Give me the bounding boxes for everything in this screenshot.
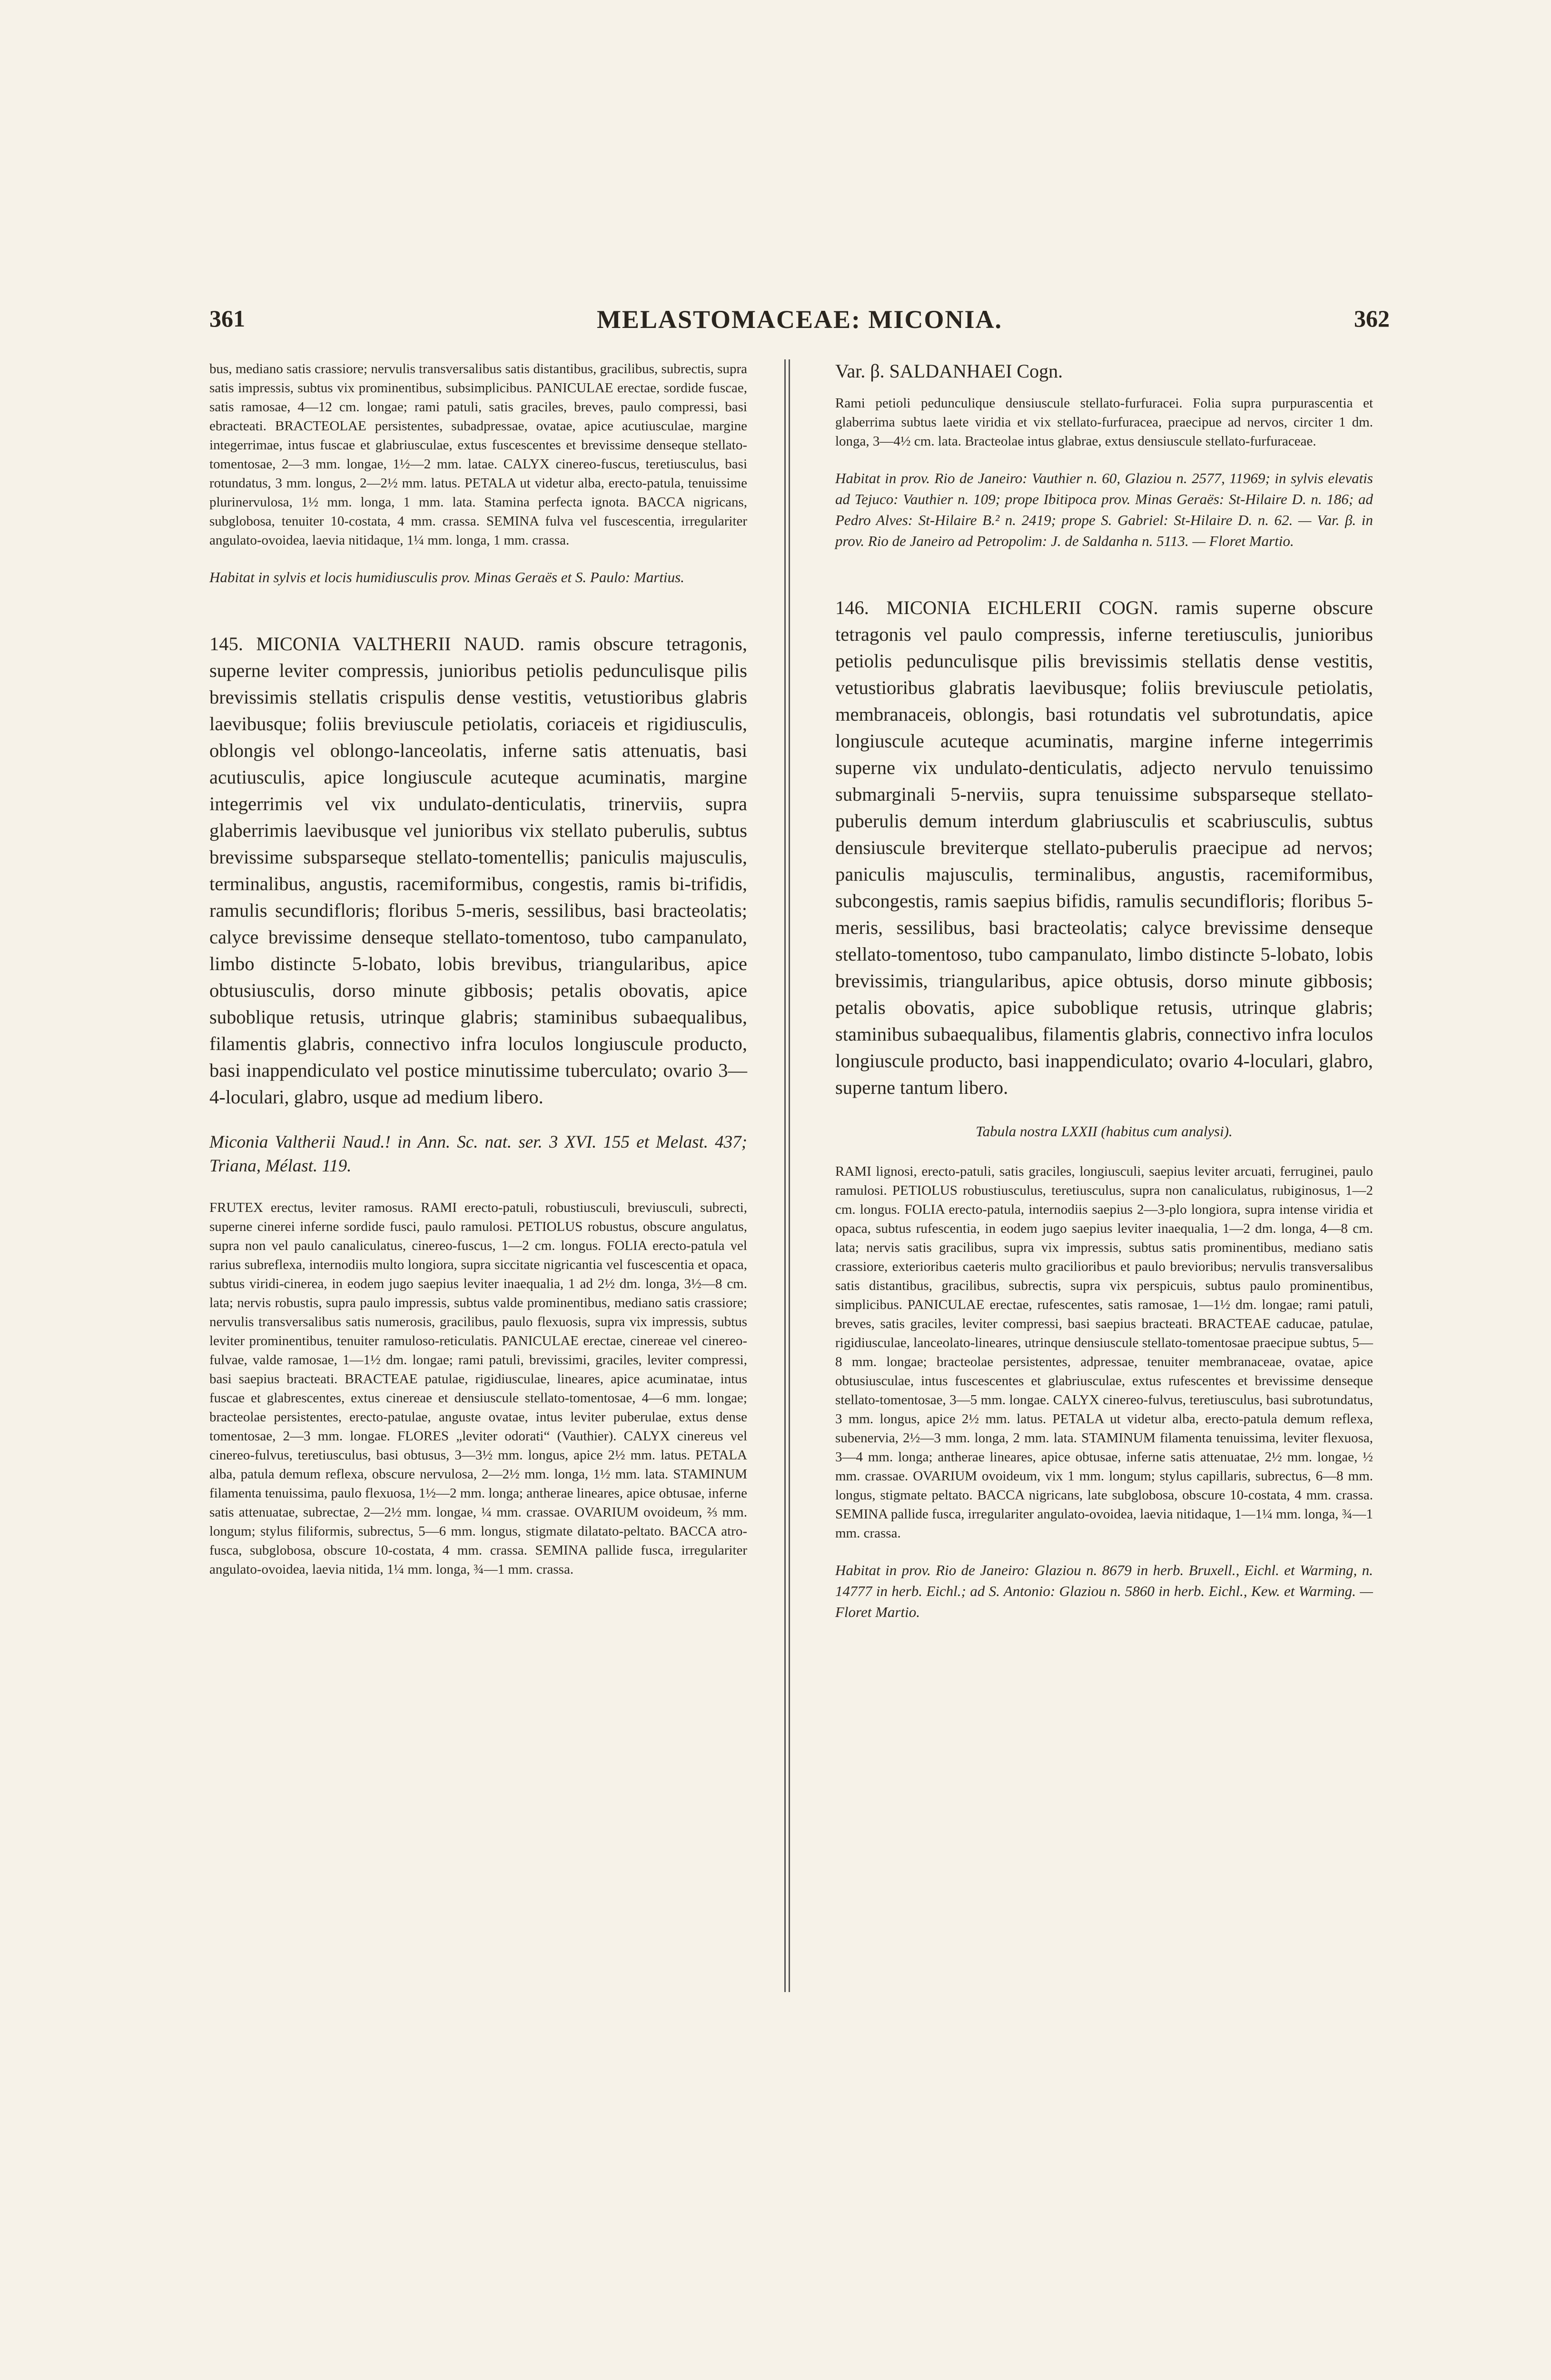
continued-description: bus, mediano satis crassiore; nervulis transversalibus satis distantibus, gracilibus, subrectis, supra satis impressis, subtus vix prominentibus, subsimplicibus. PANICULAE erectae, sordide fuscae, satis ramosae, 4—12 cm. longae; rami patuli, satis graciles, breves, paulo compressi, basi ebracteati. BRACTEOLAE persistentes, subadpressae, ovatae, apice acutiusculae, margine integerrimae, intus fuscae et glabriusculae, extus fuscescentes et brevissime denseque stellato-tomentosae, 2—3 mm. longae, 1½—2 mm. latae. CALYX cinereo-fuscus, teretiusculus, basi rotundatus, 3 mm. longus, 2—2½ mm. latus. PETALA ut videtur alba, erecto-patula, tenuissime plurinervulosa, 1½ mm. longa, 1 mm. lata. Stamina perfecta ignota. BACCA nigricans, subglobosa, tenuiter 10-costata, 4 mm. crassa. SEMINA fulva vel fuscescentia, irregulariter angulato-ovoidea, laevia nitidaque, 1¼ mm. longa, 1 mm. crassa.: [209, 361, 747, 548]
page-number-right: 362: [1354, 305, 1390, 332]
right-column: [835, 359, 1373, 1623]
species-145-diagnosis: ramis obscure tetragonis, superne leviter compressis, junioribus petiolis pedunculisque pilis brevissimis stellatis crispulis dense vestitis, vetustioribus glabris laevibusque; foliis breviuscule petiolatis, coriaceis et rigidiusculis, oblongis vel oblongo-lanceolatis, inferne satis attenuatis, basi acutiusculis, apice longiuscule acuteque acuminatis, margine integerrimis vel vix undulato-denticulatis, trinerviis, supra glaberrimis laevibusque vel junioribus vix stellato puberulis, subtus brevissime subsparseque stellato-tomentellis; paniculis majusculis, terminalibus, angustis, racemiformibus, congestis, ramis bi-trifidis, ramulis secundifloris; floribus 5-meris, sessilibus, basi bracteolatis; calyce brevissime denseque stellato-tomentoso, tubo campanulato, limbo distincte 5-lobato, lobis brevibus, triangularibus, apice obtusiusculis, dorso minute gibbosis; petalis obovatis, apice suboblique retusis, utrinque glabris; staminibus subaequalibus, filamentis glabris, connectivo infra loculos longiuscule producto, basi inappendiculato vel postice minutissime tuberculato; ovario 3—4-loculari, glabro, usque ad medium libero.: [209, 633, 748, 1108]
species-146-habitat: Habitat in prov. Rio de Janeiro: Glaziou n. 8679 in herb. Bruxell., Eichl. et Warming, n. 14777 in herb. Eichl.; ad S. Antonio: Glaziou n. 5860 in herb. Eichl., Kew. et Warming. — Floret Martio.: [835, 1562, 1373, 1620]
species-145-description: FRUTEX erectus, leviter ramosus. RAMI erecto-patuli, robustiusculi, breviusculi, subrecti, superne cinerei inferne sordide fusci, paulo ramulosi. PETIOLUS robustus, obscure angulatus, supra non vel paulo canaliculatus, cinereo-fuscus, 1—2 cm. longus. FOLIA erecto-patula vel rarius subreflexa, internodiis multo longiora, supra siccitate nigricantia vel fuscescentia et opaca, subtus viridi-cinerea, in eodem jugo saepius leviter inaequalia, 1 ad 2½ dm. longa, 3½—8 cm. lata; nervis robustis, supra paulo impressis, subtus valde prominentibus, mediano satis crassiore; nervulis transversalibus satis numerosis, gracilibus, paulo flexuosis, supra vix impressis, subtus leviter prominentibus, tenuiter ramuloso-reticulatis. PANICULAE erectae, cinereae vel cinereo-fulvae, valde ramosae, 1—1½ dm. longae; rami patuli, brevissimi, graciles, leviter compressi, basi saepius bracteati. BRACTEAE patulae, rigidiusculae, lineares, apice acuminatae, intus fuscae et glabrescentes, extus cinereae et densiuscule stellato-tomentosae, 4—6 mm. longae; bracteolae persistentes, erecto-patulae, anguste ovatae, intus leviter puberulae, extus dense tomentosae, 2—3 mm. longae. FLORES „leviter odorati“ (Vauthier). CALYX cinereus vel cinereo-fulvus, teretiusculus, basi obtusus, 3—3½ mm. longus, apice 2½ mm. latus. PETALA alba, patula demum reflexa, obscure nervulosa, 2—2½ mm. longa, 1½ mm. lata. STAMINUM filamenta tenuissima, paulo flexuosa, 1½—2 mm. longa; antherae lineares, apice obtusae, inferne satis attenuatae, subrectae, 2—2½ mm. longae, ¼ mm. crassae. OVARIUM ovoideum, ⅔ mm. longum; stylus filiformis, subrectus, 5—6 mm. longus, stigmate dilatato-peltato. BACCA atro-fusca, subglobosa, obscure 10-costata, 4 mm. crassa. SEMINA pallide fusca, irregulariter angulato-ovoidea, laevia nitida, 1¼ mm. longa, ¾—1 mm. crassa.: [209, 1200, 747, 1577]
variety-description: Rami petioli pedunculique densiuscule stellato-furfuracei. Folia supra purpurascentia et glaberrima subtus laete viridia et vix stellato-furfuracea, praecipue ad nervos, circiter 1 dm. longa, 3—4½ cm. lata. Bracteolae intus glabrae, extus densiuscule stellato-furfuraceae.: [835, 396, 1373, 449]
page-number-left: 361: [209, 305, 245, 332]
species-146-description: RAMI lignosi, erecto-patuli, satis graciles, longiusculi, saepius leviter arcuati, ferruginei, paulo ramulosi. PETIOLUS robustiusculus, teretiusculus, supra non canaliculatus, rubiginosus, 1—2 cm. longus. FOLIA erecto-patula, internodiis saepius 2—3-plo longiora, supra intense viridia et opaca, subtus rufescentia, in eodem jugo saepius leviter inaequalia, 1—2 dm. longa, 4—8 cm. lata; nervis satis gracilibus, supra vix impressis, subtus satis prominentibus, mediano satis crassiore, exterioribus caeteris multo gracilioribus et paulo brevioribus; nervulis transversalibus satis distantibus, gracilibus, subrectis, supra vix perspicuis, subtus paulo prominentibus, simplicibus. PANICULAE erectae, rufescentes, satis ramosae, 1—1½ dm. longae; rami patuli, breves, satis graciles, leviter compressi, basi saepius bracteati. BRACTEAE caducae, patulae, rigidiusculae, lanceolato-lineares, utrinque densiuscule stellato-tomentosae praecipue subtus, 5—8 mm. longae; bracteolae persistentes, adpressae, tenuiter membranaceae, ovatae, apice obtusiusculae, intus fuscescentes et glabriusculae, extus rufescentes et brevissime denseque stellato-tomentosae, 3—5 mm. longae. CALYX cinereo-fulvus, teretiusculus, basi subrotundatus, 3 mm. longus, apice 2½ mm. latus. PETALA ut videtur alba, erecto-patula demum reflexa, subenervia, 2½—3 mm. longa, 2 mm. lata. STAMINUM filamenta tenuissima, leviter flexuosa, 3—4 mm. longa; antherae lineares, apice obtusae, inferne satis attenuatae, 2½ mm. longae, ½ mm. crassae. OVARIUM ovoideum, vix 1 mm. longum; stylus capillaris, subrectus, 6—8 mm. longus, stigmate peltato. BACCA nigricans, late subglobosa, obscure 10-costata, 4 mm. crassa. SEMINA pallide fusca, irregulariter angulato-ovoidea, laevia nitidaque, 1—1¼ mm. longa, ¾—1 mm. crassa.: [835, 1164, 1373, 1541]
species-145-heading: 145. MICONIA VALTHERII NAUD.: [209, 633, 525, 654]
column-divider: [784, 359, 786, 1992]
variety-habitat: Habitat in prov. Rio de Janeiro: Vauthier n. 60, Glaziou n. 2577, 11969; in sylvis elevatis ad Tejuco: Vauthier n. 109; prope Ibitipoca prov. Minas Geraës: St-Hilaire D. n. 186; ad Pedro Alves: St-Hilaire B.² n. 2419; prope S. Gabriel: St-Hilaire D. n. 62. — Var. β. in prov. Rio de Janeiro ad Petropolim: J. de Saldanha n. 5113. — Floret Martio.: [835, 470, 1373, 549]
species-146-paragraph: [835, 595, 1373, 1101]
species-145-paragraph: [209, 631, 747, 1111]
species-146-diagnosis: ramis superne obscure tetragonis vel paulo compressis, inferne teretiusculis, junioribus petiolis pedunculisque pilis brevissimis stellatis dense vestitis, vetustioribus glabratis laevibusque; foliis breviuscule petiolatis, membranaceis, oblongis, basi rotundatis vel subrotundatis, apice longiuscule acuteque acuminatis, margine inferne integerrimis superne vix undulato-denticulatis, adjecto nervulo tenuissimo submarginali 5-nerviis, supra tenuissime subsparseque stellato-puberulis demum interdum glabriusculis et scabriusculis, subtus densiuscule breviterque stellato-puberulis praecipue ad nervos; paniculis majusculis, terminalibus, angustis, racemiformibus, subcongestis, ramis saepius bifidis, ramulis secundifloris; floribus 5-meris, sessilibus, basi bracteolatis; calyce brevissime denseque stellato-tomentoso, tubo campanulato, limbo distincte 5-lobato, lobis brevissimis, triangularibus, apice obtusis, dorso minute gibbosis; petalis obovatis, apice suboblique retusis, utrinque glabris; staminibus subaequalibus, filamentis glabris, connectivo infra loculos longiuscule producto, basi inappendiculato; ovario 4-loculari, glabro, superne tantum libero.: [835, 597, 1373, 1098]
species-146-heading: 146. MICONIA EICHLERII COGN.: [835, 597, 1158, 618]
species-145-reference: Miconia Valtherii Naud.! in Ann. Sc. nat. ser. 3 XVI. 155 et Melast. 437; Triana, Mélast. 119.: [209, 1132, 747, 1176]
running-title: MELASTOMACEAE: MICONIA.: [596, 305, 1003, 334]
variety-heading: Var. β. SALDANHAEI Cogn.: [835, 360, 1063, 382]
left-column: [209, 359, 747, 1586]
running-head: [209, 305, 1390, 338]
habitat-paragraph: Habitat in sylvis et locis humidiusculis prov. Minas Geraës et S. Paulo: Martius.: [209, 569, 684, 585]
plate-caption: Tabula nostra LXXII (habitus cum analysi).: [976, 1123, 1233, 1140]
